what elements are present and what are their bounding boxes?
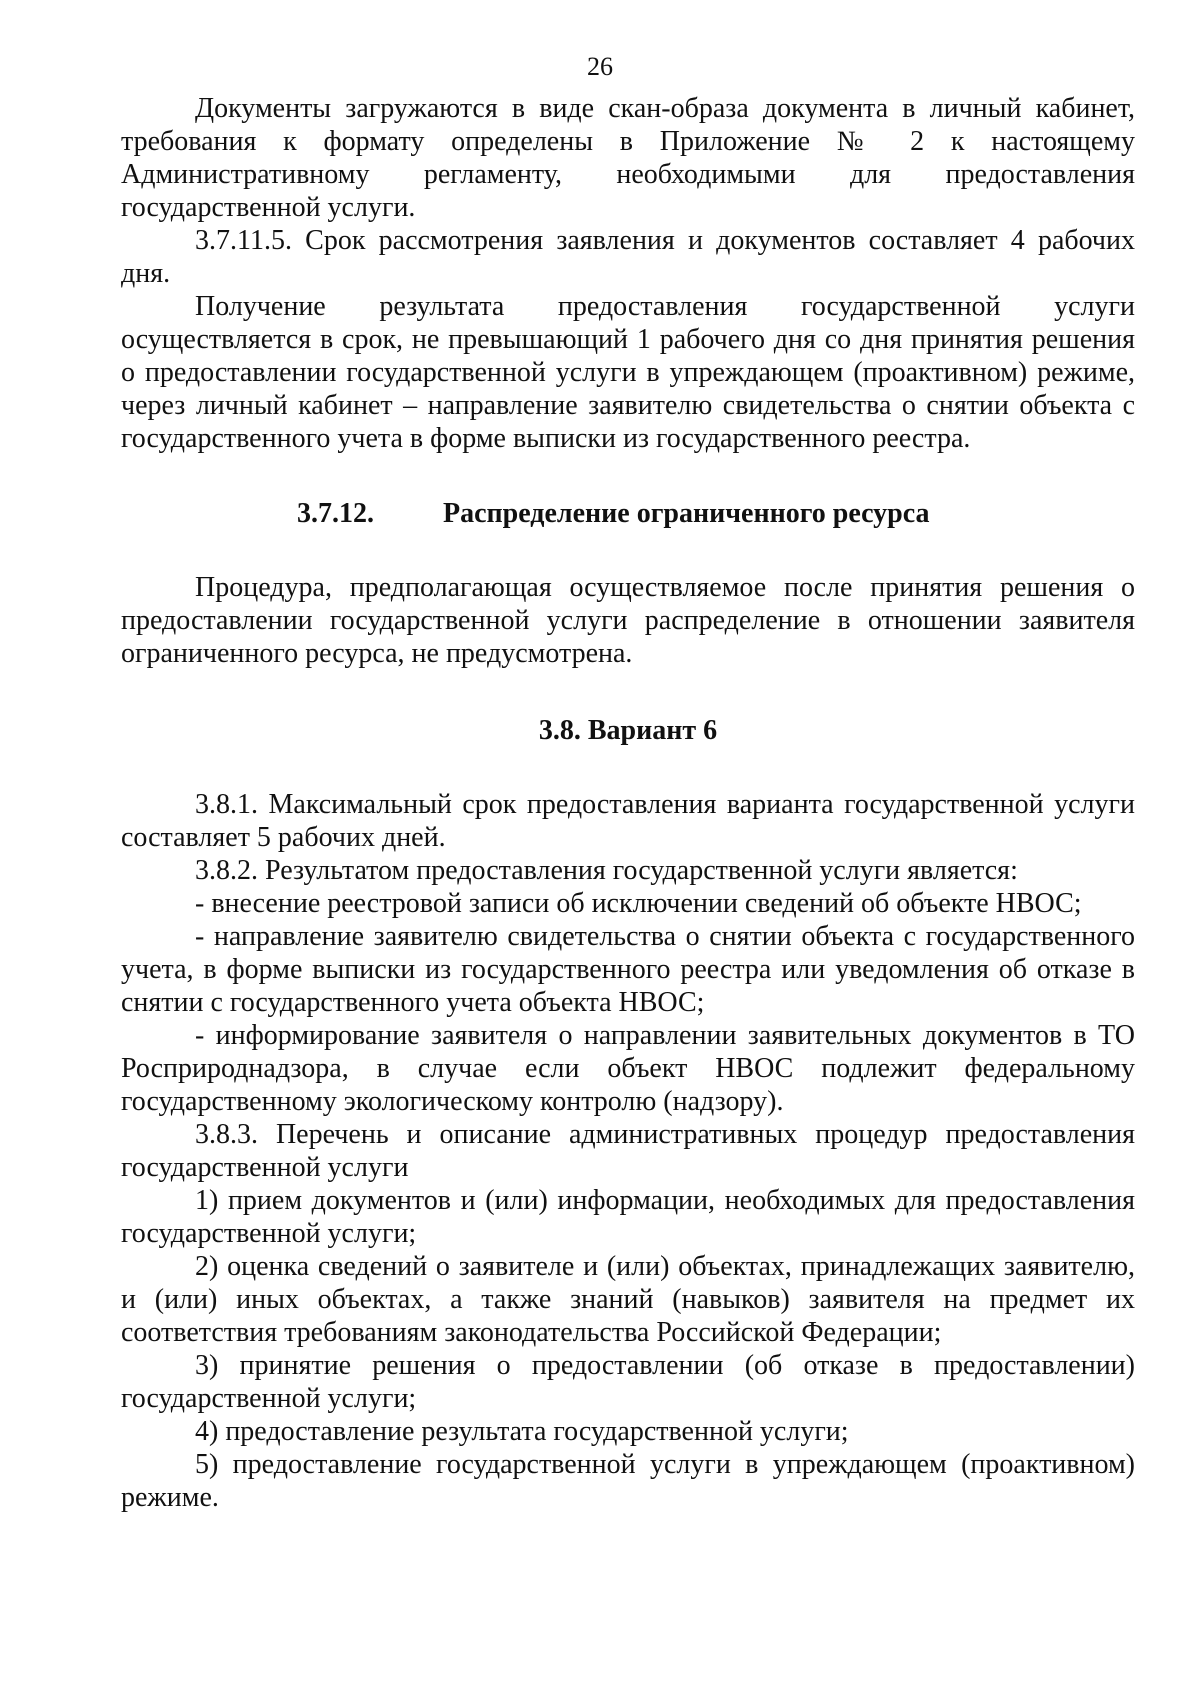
page-content (121, 92, 1135, 1514)
section-heading-3-8: 3.8. Вариант 6 (538, 715, 718, 746)
list-item-certificate: - направление заявителю свидетельства о снятии объекта с государственного учета, в форме выписки из государственного реестра или уведомления об отказе в снятии с государственного учета объекта НВОС; (121, 921, 1135, 1018)
section-title: Распределение ограниченного ресурса (443, 498, 930, 529)
section-number: 3.7.12. (297, 498, 374, 529)
list-item-informing: - информирование заявителя о направлении заявительных документов в ТО Росприроднадзора, в случае если объект НВОС подлежит федеральному государственному экологическому контролю (надзору). (121, 1020, 1135, 1117)
list-item-procedure-5: 5) предоставление государственной услуги в упреждающем (проактивном) режиме. (121, 1449, 1135, 1513)
list-item-procedure-1: 1) прием документов и (или) информации, необходимых для предоставления государственной услуги; (121, 1185, 1135, 1249)
paragraph-3-8-2: 3.8.2. Результатом предоставления государственной услуги является: (195, 855, 1018, 886)
paragraph-3-8-1: 3.8.1. Максимальный срок предоставления варианта государственной услуги составляет 5 рабочих дней. (121, 789, 1135, 853)
paragraph-3-7-11-5: 3.7.11.5. Срок рассмотрения заявления и документов составляет 4 рабочих дня. (121, 225, 1135, 289)
paragraph-result-receipt: Получение результата предоставления государственной услуги осуществляется в срок, не превышающий 1 рабочего дня со дня принятия решения о предоставлении государственной услуги в упреждающем (проактивном) режиме, через личный кабинет – направление заявителю свидетельства о снятии объекта с государственного учета в форме выписки из государственного реестра. (121, 291, 1135, 454)
paragraph-limited-resource: Процедура, предполагающая осуществляемое после принятия решения о предоставлении государственной услуги распределение в отношении заявителя ограниченного ресурса, не предусмотрена. (121, 572, 1135, 669)
list-item-procedure-3: 3) принятие решения о предоставлении (об отказе в предоставлении) государственной услуги; (121, 1350, 1135, 1414)
paragraph-upload-docs: Документы загружаются в виде скан-образа документа в личный кабинет, требования к формату определены в Приложение № 2 к настоящему Административному регламенту, необходимыми для предоставления государственной услуги. (121, 93, 1135, 223)
list-item-procedure-4: 4) предоставление результата государственной услуги; (195, 1416, 849, 1447)
paragraph-3-8-3: 3.8.3. Перечень и описание административных процедур предоставления государственной услуги (121, 1119, 1135, 1183)
list-item-procedure-2: 2) оценка сведений о заявителе и (или) объектах, принадлежащих заявителю, и (или) иных объектах, а также знаний (навыков) заявителя на предмет их соответствия требованиям законодательства Российской Федерации; (121, 1251, 1135, 1348)
list-item-registry-entry: - внесение реестровой записи об исключении сведений об объекте НВОС; (195, 888, 1082, 919)
page-number: 26 (587, 52, 613, 81)
section-heading-3-7-12 (121, 497, 1135, 530)
